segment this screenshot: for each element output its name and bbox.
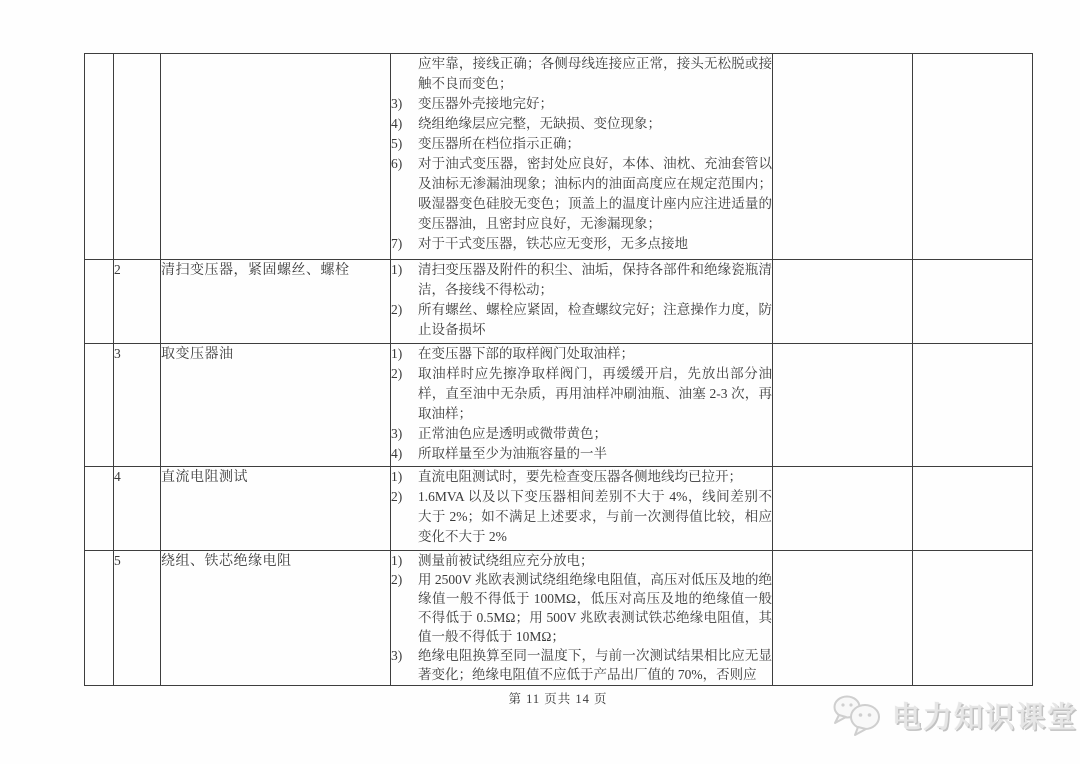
item-number: 7) — [391, 236, 403, 251]
table-row — [85, 54, 1033, 260]
row-empty-col6 — [913, 467, 1033, 551]
row-margin-cell — [85, 54, 114, 260]
watermark-logo — [832, 694, 1078, 736]
procedure-item — [391, 444, 772, 464]
row-margin-cell — [85, 260, 114, 344]
table-row — [85, 551, 1033, 686]
row-task-name: 取变压器油 — [161, 344, 391, 467]
row-sequence-number — [114, 54, 161, 260]
item-number: 5) — [391, 136, 403, 151]
row-empty-col6 — [913, 344, 1033, 467]
table-row — [85, 467, 1033, 551]
row-empty-col5 — [773, 551, 913, 686]
item-text: 在变压器下部的取样阀门处取油样； — [418, 346, 634, 361]
item-text: 用 2500V 兆欧表测试绕组绝缘电阻值，高压对低压及地的绝缘值一般不得低于 100MΩ，低压对高压及地的绝缘值一般不得低于 0.5MΩ；用 500V 兆欧表测试铁芯绝缘电阻值，其值一般不得低于 10MΩ； — [418, 572, 772, 644]
procedure-item — [391, 94, 772, 114]
row-procedure-items — [391, 551, 773, 686]
procedure-item — [391, 424, 772, 444]
item-text: 所有螺丝、螺栓应紧固，检查螺纹完好；注意操作力度，防止设备损坏 — [418, 302, 772, 337]
item-number: 3) — [391, 96, 403, 111]
item-text: 对于油式变压器，密封处应良好，本体、油枕、充油套管以及油标无渗漏油现象；油标内的油面高度应在规定范围内；吸湿器变色硅胶无变色；顶盖上的温度计座内应注进适量的变压器油，且密封应良好，无渗漏现象； — [418, 156, 772, 231]
row-task-name: 清扫变压器，紧固螺丝、螺栓 — [161, 260, 391, 344]
row-task-name — [161, 54, 391, 260]
item-text: 应牢靠，接线正确；各侧母线连接应正常，接头无松脱或接触不良而变色； — [418, 56, 772, 91]
procedure-item — [391, 300, 772, 340]
row-empty-col6 — [913, 54, 1033, 260]
row-procedure-items — [391, 54, 773, 260]
row-sequence-number: 3 — [114, 344, 161, 467]
item-number: 3) — [391, 426, 403, 441]
item-number: 1) — [391, 262, 403, 277]
row-margin-cell — [85, 551, 114, 686]
item-number: 2) — [391, 572, 403, 587]
item-text: 绕组绝缘层应完整，无缺损、变位现象； — [418, 116, 661, 131]
item-number: 1) — [391, 346, 403, 361]
item-text: 清扫变压器及附件的积尘、油垢，保持各部件和绝缘瓷瓶清洁，各接线不得松动； — [418, 262, 772, 297]
item-number: 4) — [391, 116, 403, 131]
item-text: 所取样量至少为油瓶容量的一半 — [418, 446, 607, 461]
item-text: 变压器所在档位指示正确； — [418, 136, 580, 151]
row-sequence-number: 4 — [114, 467, 161, 551]
item-number: 1) — [391, 469, 403, 484]
row-task-name: 绕组、铁芯绝缘电阻 — [161, 551, 391, 686]
procedure-item — [391, 114, 772, 134]
row-procedure-items — [391, 344, 773, 467]
row-sequence-number: 2 — [114, 260, 161, 344]
item-number: 6) — [391, 156, 403, 171]
item-text: 正常油色应是透明或微带黄色； — [418, 426, 607, 441]
item-number: 1) — [391, 553, 403, 568]
table-row — [85, 260, 1033, 344]
chat-bubbles-icon — [832, 694, 886, 736]
item-number: 3) — [391, 648, 403, 663]
procedure-item — [391, 487, 772, 547]
item-text: 对于干式变压器，铁芯应无变形，无多点接地 — [418, 236, 688, 251]
page-number: 第 11 页共 14 页 — [508, 692, 608, 706]
item-number: 4) — [391, 446, 403, 461]
procedure-item — [391, 467, 772, 487]
procedure-item — [391, 646, 772, 684]
procedure-item — [391, 570, 772, 646]
procedure-item — [391, 551, 772, 570]
item-text: 测量前被试绕组应充分放电； — [418, 553, 594, 568]
row-sequence-number: 5 — [114, 551, 161, 686]
row-empty-col5 — [773, 260, 913, 344]
maintenance-table — [84, 53, 1033, 686]
row-task-name: 直流电阻测试 — [161, 467, 391, 551]
procedure-item — [391, 134, 772, 154]
item-text: 1.6MVA 以及以下变压器相间差别不大于 4%，线间差别不大于 2%；如不满足上述要求，与前一次测得值比较，相应变化不大于 2% — [418, 489, 772, 544]
procedure-item — [391, 54, 772, 94]
table-row — [85, 344, 1033, 467]
item-number: 2) — [391, 302, 403, 317]
row-empty-col5 — [773, 54, 913, 260]
row-empty-col5 — [773, 344, 913, 467]
item-text: 绝缘电阻换算至同一温度下，与前一次测试结果相比应无显著变化；绝缘电阻值不应低于产品出厂值的 70%，否则应 — [418, 648, 772, 682]
item-number: 2) — [391, 489, 403, 504]
procedure-item — [391, 364, 772, 424]
item-number: 2) — [391, 366, 403, 381]
row-procedure-items — [391, 260, 773, 344]
item-text: 直流电阻测试时，要先检查变压器各侧地线均已拉开； — [418, 469, 742, 484]
procedure-item — [391, 234, 772, 254]
row-empty-col5 — [773, 467, 913, 551]
watermark-text: 电力知识课堂 — [892, 701, 1079, 734]
procedure-item — [391, 154, 772, 234]
item-text: 取油样时应先擦净取样阀门，再缓缓开启，先放出部分油样，直至油中无杂质，再用油样冲刷油瓶、油塞 2-3 次，再取油样； — [418, 366, 772, 421]
row-procedure-items — [391, 467, 773, 551]
row-margin-cell — [85, 344, 114, 467]
procedure-item — [391, 344, 772, 364]
row-margin-cell — [85, 467, 114, 551]
row-empty-col6 — [913, 551, 1033, 686]
row-empty-col6 — [913, 260, 1033, 344]
procedure-item — [391, 260, 772, 300]
item-text: 变压器外壳接地完好； — [418, 96, 553, 111]
